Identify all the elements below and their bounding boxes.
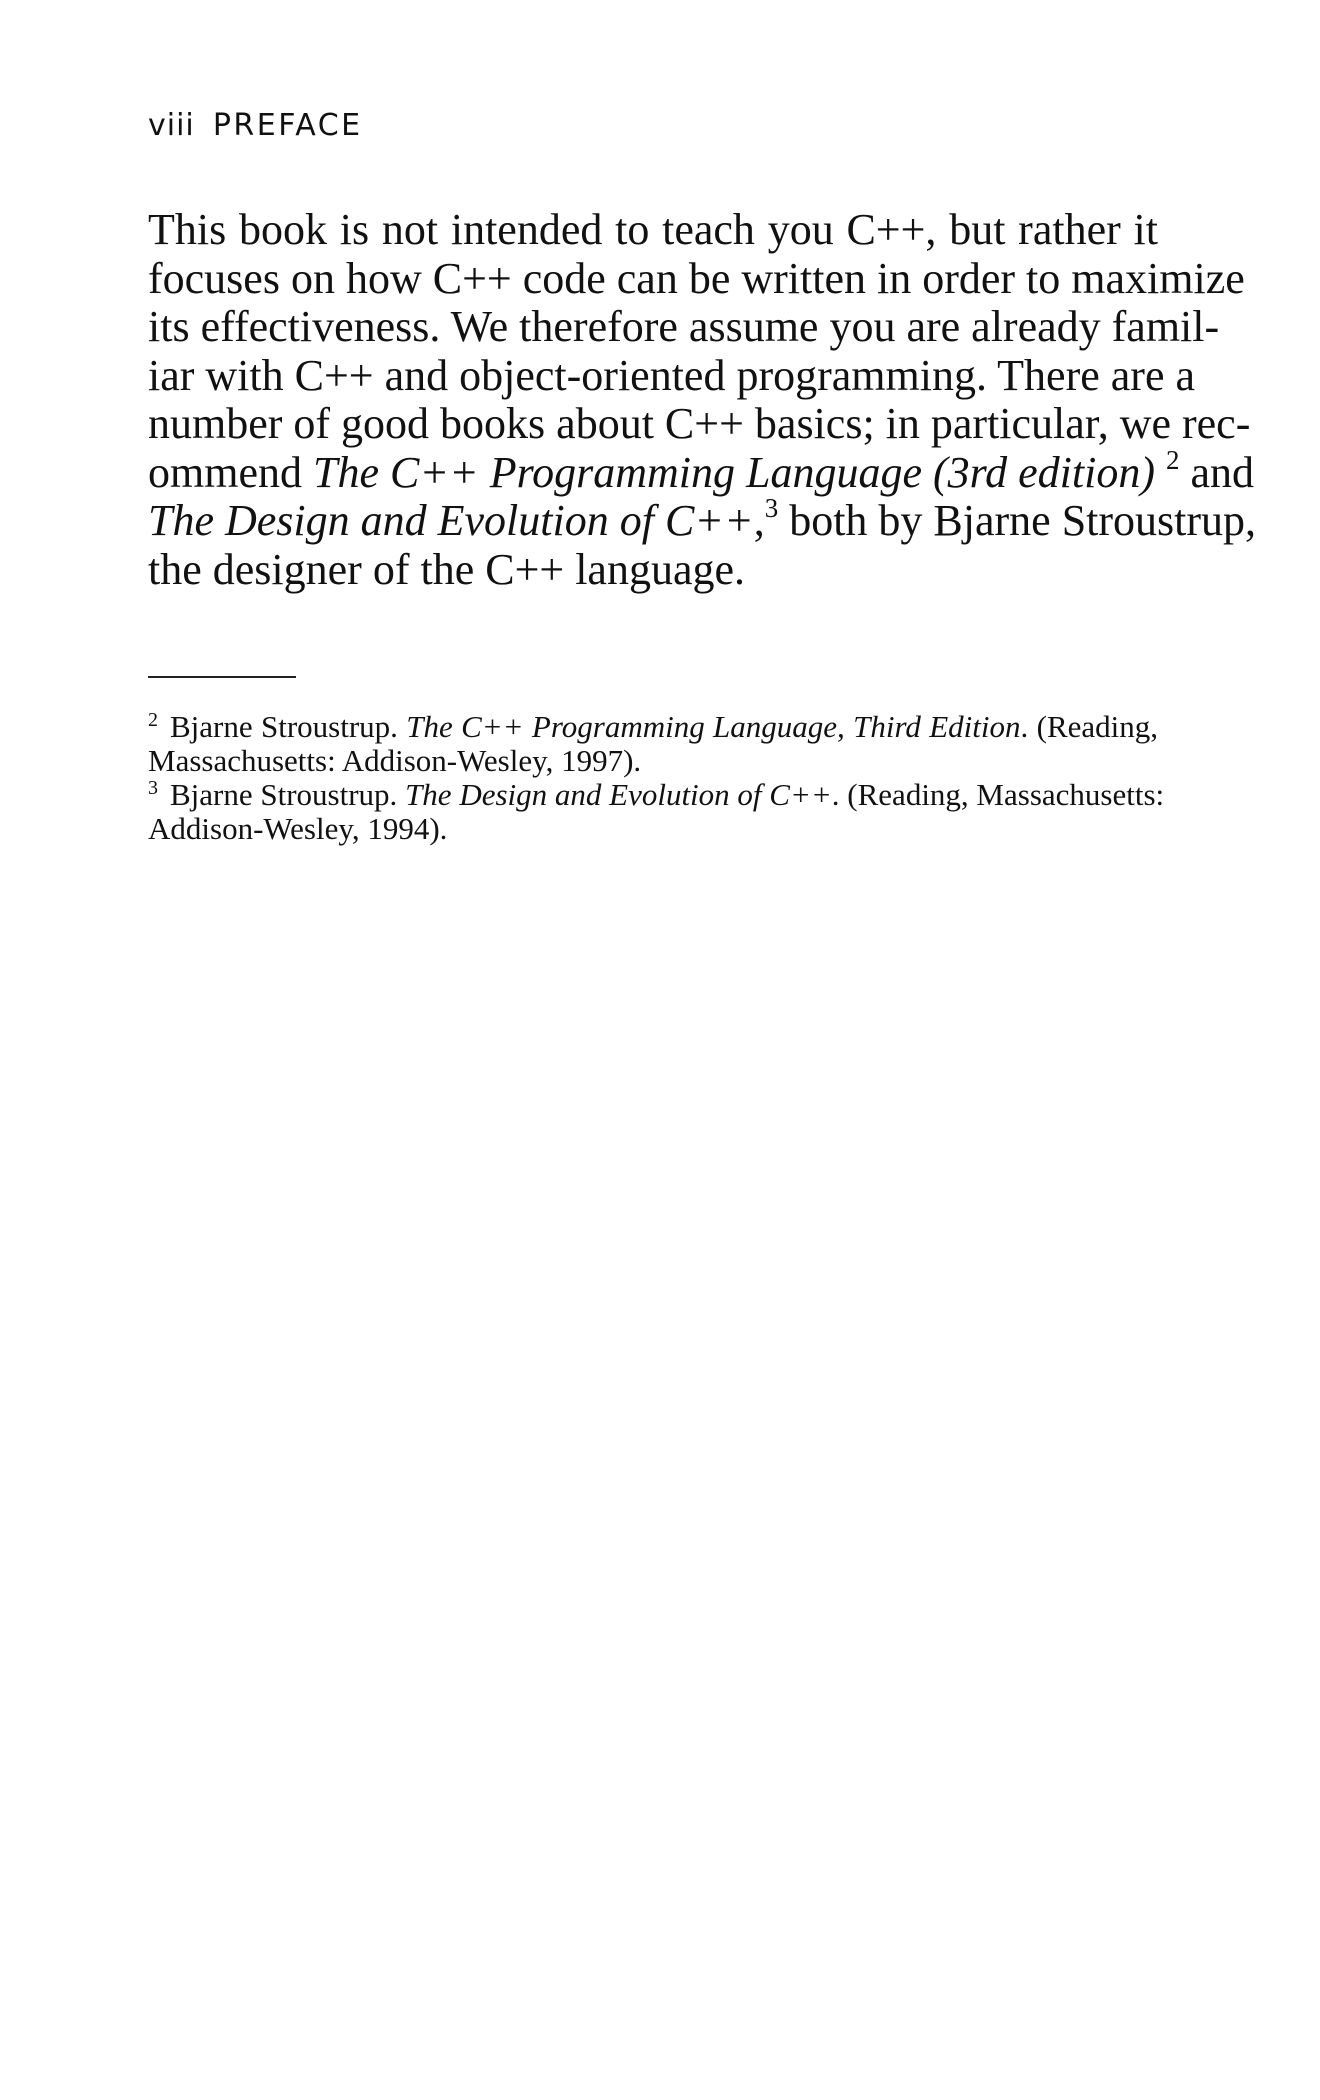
page-number: viii — [148, 108, 195, 143]
book-title: The Design and Evolution of C++ — [148, 496, 754, 545]
footnote-line — [148, 776, 1165, 812]
paragraph-line — [148, 493, 1257, 546]
footnote-2 — [148, 710, 1158, 778]
paragraph-line: iar with C++ and object-oriented programming. There are a — [148, 350, 1195, 400]
footnote-text: . (Reading, Massachusetts: — [831, 777, 1165, 812]
running-head — [148, 106, 363, 146]
footnote-number: 3 — [148, 776, 158, 799]
book-title: The C++ Programming Language (3rd edition) — [312, 447, 1155, 497]
footnote-ref: 2 — [1165, 444, 1180, 475]
body-paragraph — [148, 205, 1257, 594]
footnote-line: Massachusetts: Addison-Wesley, 1997). — [148, 743, 642, 778]
footnote-line: Addison-Wesley, 1994). — [148, 811, 448, 846]
paragraph-line: focuses on how C++ code can be written in order to maximize — [148, 253, 1245, 303]
paragraph-text: , — [753, 496, 765, 545]
footnote-author: Bjarne Stroustrup. — [170, 777, 406, 812]
footnote-text: . (Reading, — [1020, 709, 1158, 744]
footnote-3 — [148, 776, 1165, 846]
footnote-title: The Design and Evolution of C++ — [405, 777, 832, 812]
chapter-title: PREFACE — [212, 108, 363, 143]
paragraph-line — [148, 444, 1255, 498]
footnote-line — [148, 710, 1158, 744]
footnote-ref: 3 — [764, 493, 779, 524]
paragraph-line: the designer of the C++ language. — [148, 544, 746, 594]
paragraph-text: and — [1179, 447, 1255, 497]
footnote-number: 2 — [148, 708, 158, 731]
paragraph-line: its effectiveness. We therefore assume you are already famil- — [148, 302, 1220, 351]
paragraph-line: This book is not intended to teach you C++, but rather it — [148, 205, 1158, 254]
paragraph-text: both by Bjarne Stroustrup, — [778, 496, 1257, 545]
footnote-title: The C++ Programming Language, Third Edition — [406, 709, 1021, 744]
paragraph-text: ommend — [148, 447, 313, 497]
footnote-divider — [148, 676, 296, 678]
paragraph-line: number of good books about C++ basics; in particular, we rec- — [148, 399, 1251, 448]
footnotes — [148, 708, 1165, 846]
footnote-author: Bjarne Stroustrup. — [170, 709, 407, 744]
